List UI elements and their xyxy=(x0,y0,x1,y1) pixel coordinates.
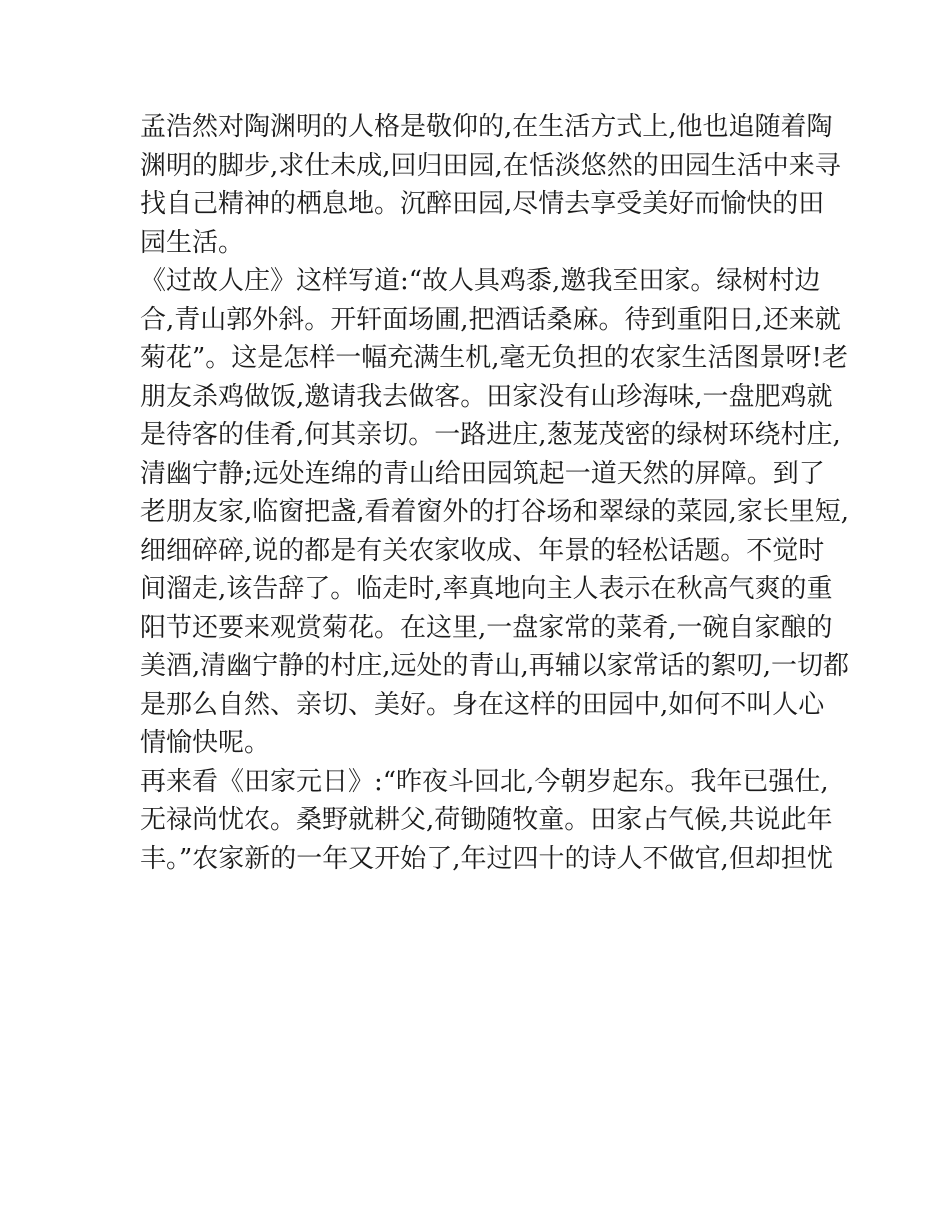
text-line: 是待客的佳肴,何其亲切。一路进庄,葱茏茂密的绿树环绕村庄, xyxy=(140,420,841,450)
text-line: 合,青山郭外斜。开轩面场圃,把酒话桑麻。待到重阳日,还来就 xyxy=(140,304,841,335)
text-line: 细细碎碎,说的都是有关农家收成、年景的轻松话题。不觉时 xyxy=(140,535,825,566)
text-line: 菊花”。这是怎样一幅充满生机,毫无负担的农家生活图景呀!老 xyxy=(140,343,849,373)
text-line: 《过故人庄》这样写道:“故人具鸡黍,邀我至田家。绿树村边 xyxy=(140,266,821,296)
text-line: 老朋友家,临窗把盏,看着窗外的打谷场和翠绿的菜园,家长里短, xyxy=(140,497,850,527)
text-line: 园生活。 xyxy=(140,227,245,258)
text-line: 朋友杀鸡做饭,邀请我去做客。田家没有山珍海味,一盘肥鸡就 xyxy=(140,381,833,412)
text-line: 阳节还要来观赏菊花。在这里,一盘家常的菜肴,一碗自家酿的 xyxy=(140,612,833,643)
text-line: 美酒,清幽宁静的村庄,远处的青山,再辅以家常话的絮叨,一切都 xyxy=(140,651,850,681)
text-line: 找自己精神的栖息地。沉醉田园,尽情去享受美好而愉快的田 xyxy=(140,189,825,219)
text-line: 孟浩然对陶渊明的人格是敬仰的,在生活方式上,他也追随着陶 xyxy=(140,112,833,142)
text-line: 渊明的脚步,求仕未成,回归田园,在恬淡悠然的田园生活中来寻 xyxy=(140,150,841,181)
text-line: 丰。”农家新的一年又开始了,年过四十的诗人不做官,但却担忧 xyxy=(140,843,833,874)
text-line: 无禄尚忧农。桑野就耕父,荷锄随牧童。田家占气候,共说此年 xyxy=(140,805,833,835)
document-body xyxy=(140,108,850,878)
text-line: 是那么自然、亲切、美好。身在这样的田园中,如何不叫人心 xyxy=(140,689,825,720)
text-line: 再来看《田家元日》:“昨夜斗回北,今朝岁起东。我年已强仕, xyxy=(140,766,829,797)
text-line: 情愉快呢。 xyxy=(140,728,271,758)
text-line: 间溜走,该告辞了。临走时,率真地向主人表示在秋高气爽的重 xyxy=(140,574,833,604)
text-line: 清幽宁静;远处连绵的青山给田园筑起一道天然的屏障。到了 xyxy=(140,458,825,489)
